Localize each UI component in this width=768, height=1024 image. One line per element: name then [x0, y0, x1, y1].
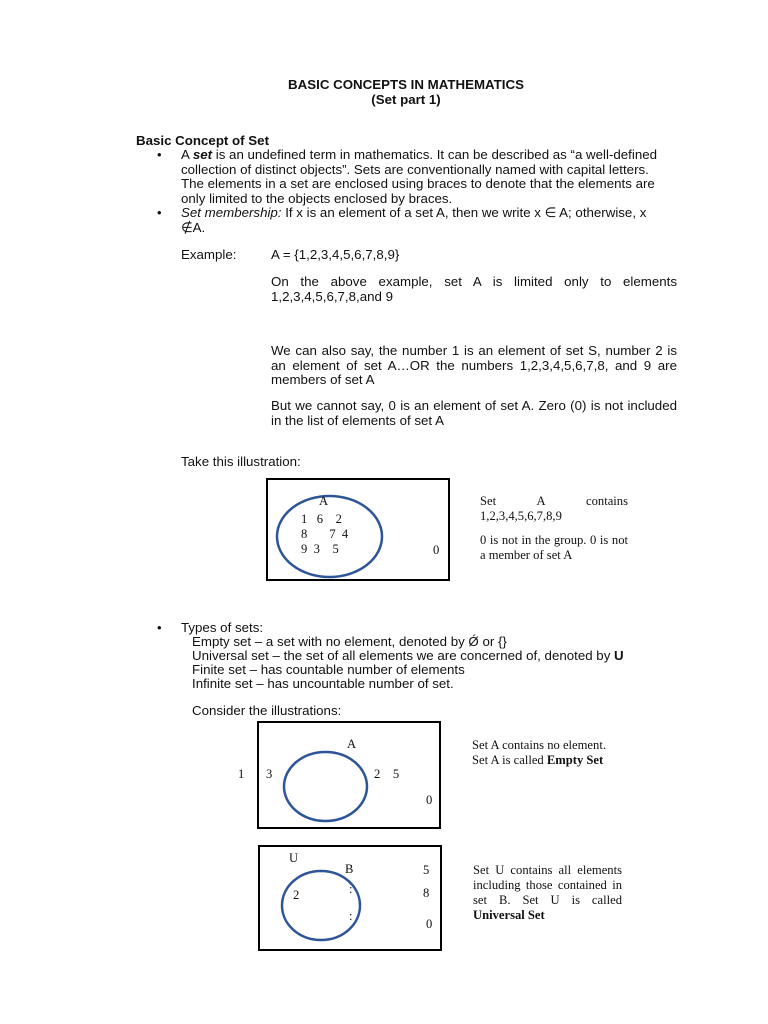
empty-set-term: Empty Set — [546, 753, 604, 767]
element-three: 3 — [266, 767, 273, 781]
set-membership-line1: If x is an element of a set A, then we write x ∈ A; otherwise, x — [281, 205, 647, 220]
element-zero: 0 — [426, 793, 433, 807]
set-definition — [181, 148, 681, 206]
paragraph-limited: On the above example, set A is limited only to elements 1,2,3,4,5,6,7,8,and 9 — [271, 274, 677, 304]
diagram1-caption-contains: Set A contains 1,2,3,4,5,6,7,8,9 — [480, 494, 628, 523]
universal-set-caption-text: Set U contains all elements including those contained in set B. Set U is called — [473, 863, 622, 907]
consider-illustrations: Consider the illustrations: — [192, 703, 342, 718]
set-b-circle — [281, 870, 361, 941]
set-definition-line1: is an undefined term in mathematics. It can be described as “a well-defined — [212, 147, 658, 162]
ellipsis-dots-2: : — [349, 909, 353, 923]
set-membership-term: Set membership: — [181, 205, 282, 220]
empty-set-definition: Empty set – a set with no element, denoted by Ǿ or {} — [192, 634, 507, 649]
ellipsis-dots-1: : — [349, 882, 353, 896]
paragraph-element-of: We can also say, the number 1 is an element of set S, number 2 is an element of set A…OR the numbers 1,2,3,4,5,6,7,8, and 9 are members of set A — [271, 343, 677, 388]
universal-set-caption — [473, 863, 622, 923]
illustration-intro: Take this illustration: — [181, 454, 301, 469]
set-definition-line4: only limited to the objects enclosed by braces. — [181, 190, 453, 206]
element-eight: 8 — [423, 886, 430, 900]
set-a-label: A — [319, 494, 329, 508]
bullet-dot: • — [157, 620, 162, 635]
paragraph-zero: But we cannot say, 0 is an element of set A. Zero (0) is not included in the list of elements of set A — [271, 398, 677, 428]
element-two: 2 — [293, 888, 300, 902]
bullet-dot: • — [157, 147, 162, 162]
universe-label: U — [289, 851, 299, 865]
bullet-dot: • — [157, 205, 162, 220]
set-a-elements-row2: 8 7 4 — [301, 527, 349, 541]
outside-element-zero: 0 — [433, 543, 440, 557]
set-a-elements-row1: 1 6 2 — [301, 512, 342, 526]
empty-set-caption-pre: Set A is called — [472, 753, 547, 767]
empty-set-caption-line1: Set A contains no element. — [472, 738, 606, 752]
set-b-label: B — [345, 862, 354, 876]
set-a-elements-row3: 9 3 5 — [301, 542, 339, 556]
empty-set-caption — [472, 738, 606, 768]
set-term: set — [192, 147, 213, 162]
empty-set-label: A — [347, 737, 357, 751]
element-zero: 0 — [426, 917, 433, 931]
universal-set-term: Universal Set — [473, 908, 545, 922]
universal-set-text: Universal set – the set of all elements we are concerned of, denoted by — [192, 648, 615, 663]
universal-set-symbol: U — [614, 648, 624, 663]
infinite-set-definition: Infinite set – has uncountable number of set. — [192, 676, 454, 691]
set-membership — [181, 206, 681, 235]
element-one: 1 — [238, 767, 245, 781]
page-title: BASIC CONCEPTS IN MATHEMATICS — [288, 77, 524, 92]
section-heading: Basic Concept of Set — [136, 133, 269, 148]
example-label: Example: — [181, 247, 237, 262]
example-set: A = {1,2,3,4,5,6,7,8,9} — [271, 247, 400, 262]
set-definition-pre: A — [181, 147, 193, 162]
types-heading: Types of sets: — [181, 620, 264, 635]
page-subtitle: (Set part 1) — [371, 92, 441, 107]
diagram1-caption-zero: 0 is not in the group. 0 is not a member of set A — [480, 533, 628, 562]
elements-two-five: 2 5 — [374, 767, 400, 781]
element-five: 5 — [423, 863, 430, 877]
set-membership-line2: ∉A. — [181, 219, 206, 235]
finite-set-definition: Finite set – has countable number of elements — [192, 662, 465, 677]
set-definition-line2: collection of distinct objects”. Sets are conventionally named with capital letters. — [181, 161, 649, 177]
empty-set-circle — [283, 751, 368, 822]
set-definition-line3: The elements in a set are enclosed using braces to denote that the elements are — [181, 176, 655, 192]
